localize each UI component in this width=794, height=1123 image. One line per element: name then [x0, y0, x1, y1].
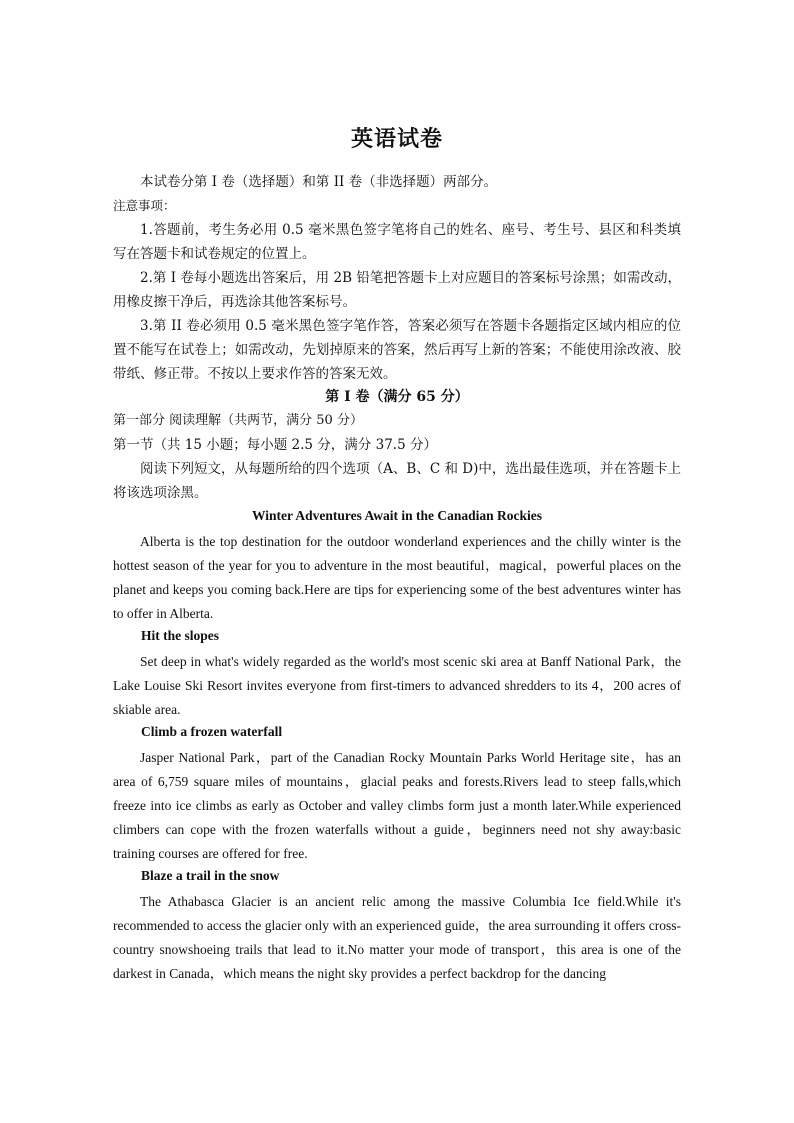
intro-line: 本试卷分第 I 卷（选择题）和第 II 卷（非选择题）两部分。	[140, 174, 498, 190]
part-heading: 第 I 卷（满分 65 分）	[325, 389, 469, 405]
notice-item-3: 3.第 II 卷必须用 0.5 毫米黑色签字笔作答，答案必须写在答题卡各题指定区域内相应的位置不能写在试卷上；如需改动，先划掉原来的答案，然后再写上新的答案；不能使用涂改液、胶带纸、修正带。不按以上要求作答的答案无效。	[113, 318, 681, 382]
article-heading-1: Hit the slopes	[141, 628, 220, 643]
section-heading: 第一部分 阅读理解（共两节，满分 50 分）	[113, 413, 363, 428]
notice-label: 注意事项：	[113, 198, 176, 213]
article-paragraph-1: Alberta is the top destination for the outdoor wonderland experiences and the chilly winter is the hottest season of the year for you to adventure in the most beautiful，magical，powerful places on the planet and keeps you coming back.Here are tips for experiencing some of the best adventures winter has to offer in Alberta.	[113, 534, 681, 621]
subsection-heading: 第一节（共 15 小题；每小题 2.5 分，满分 37.5 分）	[113, 437, 437, 453]
article-heading-2: Climb a frozen waterfall	[141, 724, 283, 739]
notice-item-1: 1.答题前，考生务必用 0.5 毫米黑色签字笔将自己的姓名、座号、考生号、县区和科类填写在答题卡和试卷规定的位置上。	[113, 222, 681, 262]
page-title: 英语试卷	[350, 126, 443, 152]
article-heading-3: Blaze a trail in the snow	[141, 868, 280, 883]
notice-item-2: 2.第 I 卷每小题选出答案后，用 2B 铅笔把答题卡上对应题目的答案标号涂黑；如需改动，用橡皮擦干净后，再选涂其他答案标号。	[113, 270, 681, 310]
article-paragraph-3: Jasper National Park，part of the Canadian Rocky Mountain Parks World Heritage site，has an area of 6,759 square miles of mountains，glacial peaks and forests.Rivers lead to steep falls,which freeze into ice climbs as early as October and valley climbs form just a month later.While experienced climbers can cope with the frozen waterfalls without a guide，beginners need not shy away:basic training courses are offered for free.	[113, 750, 681, 861]
article-title: Winter Adventures Await in the Canadian Rockies	[251, 508, 543, 523]
article-paragraph-2: Set deep in what's widely regarded as the world's most scenic ski area at Banff National Park，the Lake Louise Ski Resort invites everyone from first-timers to advanced shredders to its 4，200 acres of skiable area.	[113, 654, 681, 717]
article-paragraph-4: The Athabasca Glacier is an ancient relic among the massive Columbia Ice field.While it's recommended to access the glacier only with an experienced guide，the area surrounding it offers cross-country snowshoeing trails that lead to it.No matter your mode of transport，this area is one of the darkest in Canada，which means the night sky provides a perfect backdrop for the dancing	[113, 894, 681, 981]
reading-instructions: 阅读下列短文，从每题所给的四个选项（A、B、C 和 D)中，选出最佳选项，并在答题卡上将该选项涂黑。	[113, 461, 681, 501]
